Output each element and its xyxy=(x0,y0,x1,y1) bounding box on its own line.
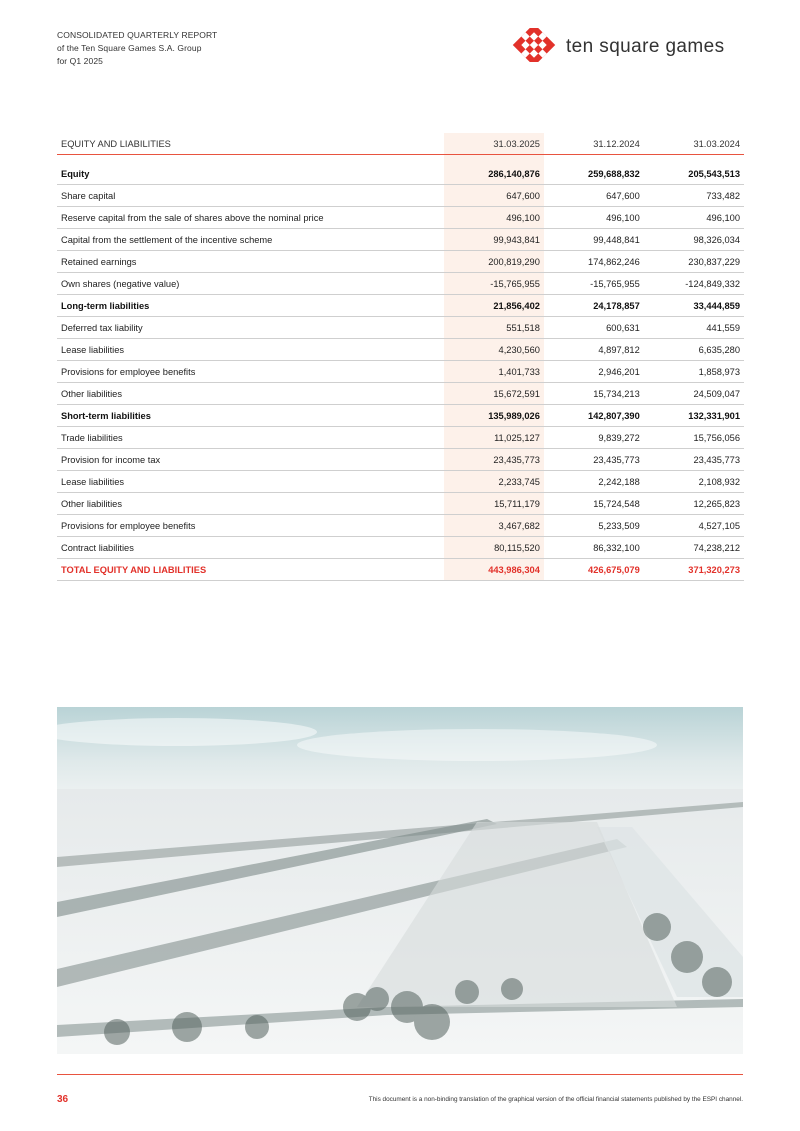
row-label: Long-term liabilities xyxy=(57,295,444,317)
table-row xyxy=(57,471,744,493)
value-31-03-2025: -15,765,955 xyxy=(444,273,544,295)
value-31-12-2024: 142,807,390 xyxy=(544,405,644,427)
value-31-03-2024: 733,482 xyxy=(644,185,744,207)
table-row xyxy=(57,449,744,471)
table-row xyxy=(57,251,744,273)
value-31-03-2025: 200,819,290 xyxy=(444,251,544,273)
row-label: Deferred tax liability xyxy=(57,317,444,339)
table-row xyxy=(57,559,744,581)
value-31-12-2024: -15,765,955 xyxy=(544,273,644,295)
value-31-03-2024: 371,320,273 xyxy=(644,559,744,581)
value-31-03-2024: 33,444,859 xyxy=(644,295,744,317)
value-31-03-2025: 3,467,682 xyxy=(444,515,544,537)
value-31-03-2024: 205,543,513 xyxy=(644,163,744,185)
value-31-03-2025: 496,100 xyxy=(444,207,544,229)
row-label: Equity xyxy=(57,163,444,185)
row-label: TOTAL EQUITY AND LIABILITIES xyxy=(57,559,444,581)
table-row xyxy=(57,427,744,449)
value-31-03-2024: 24,509,047 xyxy=(644,383,744,405)
value-31-03-2024: 230,837,229 xyxy=(644,251,744,273)
value-31-12-2024: 496,100 xyxy=(544,207,644,229)
table-body xyxy=(57,155,744,581)
table-row xyxy=(57,163,744,185)
column-header-date: 31.03.2025 xyxy=(444,133,544,155)
table-header-row xyxy=(57,133,744,155)
page-number: 36 xyxy=(57,1094,69,1105)
row-label: Retained earnings xyxy=(57,251,444,273)
value-31-12-2024: 600,631 xyxy=(544,317,644,339)
value-31-12-2024: 15,724,548 xyxy=(544,493,644,515)
row-label: Provision for income tax xyxy=(57,449,444,471)
value-31-03-2024: 4,527,105 xyxy=(644,515,744,537)
value-31-12-2024: 86,332,100 xyxy=(544,537,644,559)
company-logo xyxy=(510,28,750,62)
value-31-03-2024: 1,858,973 xyxy=(644,361,744,383)
report-period: for Q1 2025 xyxy=(57,56,103,66)
table-spacer-row xyxy=(57,155,744,164)
row-label: Short-term liabilities xyxy=(57,405,444,427)
value-31-03-2025: 647,600 xyxy=(444,185,544,207)
value-31-03-2025: 11,025,127 xyxy=(444,427,544,449)
footer-disclaimer: This document is a non-binding translation of the graphical version of the official financial statements published by the ESPI channel. xyxy=(368,1096,743,1103)
snowy-fields-photo xyxy=(57,707,743,1054)
row-label: Share capital xyxy=(57,185,444,207)
value-31-12-2024: 24,178,857 xyxy=(544,295,644,317)
value-31-12-2024: 23,435,773 xyxy=(544,449,644,471)
value-31-03-2025: 80,115,520 xyxy=(444,537,544,559)
value-31-03-2024: -124,849,332 xyxy=(644,273,744,295)
row-label: Other liabilities xyxy=(57,383,444,405)
footer-divider xyxy=(57,1074,743,1075)
row-label: Contract liabilities xyxy=(57,537,444,559)
row-label: Lease liabilities xyxy=(57,471,444,493)
value-31-12-2024: 4,897,812 xyxy=(544,339,644,361)
value-31-12-2024: 2,946,201 xyxy=(544,361,644,383)
report-header xyxy=(57,29,217,68)
table-row xyxy=(57,229,744,251)
value-31-03-2024: 2,108,932 xyxy=(644,471,744,493)
value-31-12-2024: 15,734,213 xyxy=(544,383,644,405)
value-31-03-2025: 23,435,773 xyxy=(444,449,544,471)
row-label: Capital from the settlement of the incentive scheme xyxy=(57,229,444,251)
table-row xyxy=(57,537,744,559)
equity-liabilities-table xyxy=(57,133,744,581)
value-31-03-2024: 441,559 xyxy=(644,317,744,339)
column-header-label: EQUITY AND LIABILITIES xyxy=(57,133,444,155)
value-31-12-2024: 259,688,832 xyxy=(544,163,644,185)
row-label: Other liabilities xyxy=(57,493,444,515)
value-31-03-2025: 135,989,026 xyxy=(444,405,544,427)
report-company: of the Ten Square Games S.A. Group xyxy=(57,43,202,53)
report-title: CONSOLIDATED QUARTERLY REPORT xyxy=(57,30,218,40)
value-31-03-2024: 496,100 xyxy=(644,207,744,229)
table-row xyxy=(57,273,744,295)
value-31-03-2025: 1,401,733 xyxy=(444,361,544,383)
value-31-03-2024: 6,635,280 xyxy=(644,339,744,361)
value-31-12-2024: 9,839,272 xyxy=(544,427,644,449)
table-row xyxy=(57,383,744,405)
value-31-03-2025: 4,230,560 xyxy=(444,339,544,361)
column-header-date: 31.12.2024 xyxy=(544,133,644,155)
row-label: Provisions for employee benefits xyxy=(57,361,444,383)
table-row xyxy=(57,339,744,361)
value-31-03-2025: 15,672,591 xyxy=(444,383,544,405)
row-label: Lease liabilities xyxy=(57,339,444,361)
value-31-03-2025: 15,711,179 xyxy=(444,493,544,515)
value-31-12-2024: 647,600 xyxy=(544,185,644,207)
value-31-03-2025: 286,140,876 xyxy=(444,163,544,185)
table-row xyxy=(57,515,744,537)
value-31-03-2024: 23,435,773 xyxy=(644,449,744,471)
table-row xyxy=(57,185,744,207)
value-31-03-2024: 12,265,823 xyxy=(644,493,744,515)
column-header-date: 31.03.2024 xyxy=(644,133,744,155)
value-31-12-2024: 2,242,188 xyxy=(544,471,644,493)
value-31-12-2024: 174,862,246 xyxy=(544,251,644,273)
table-row xyxy=(57,493,744,515)
row-label: Own shares (negative value) xyxy=(57,273,444,295)
value-31-03-2024: 132,331,901 xyxy=(644,405,744,427)
value-31-12-2024: 5,233,509 xyxy=(544,515,644,537)
row-label: Provisions for employee benefits xyxy=(57,515,444,537)
table-row xyxy=(57,207,744,229)
value-31-03-2024: 15,756,056 xyxy=(644,427,744,449)
row-label: Trade liabilities xyxy=(57,427,444,449)
table-row xyxy=(57,317,744,339)
logo-diamond-icon xyxy=(510,28,558,62)
table-row xyxy=(57,361,744,383)
value-31-03-2024: 98,326,034 xyxy=(644,229,744,251)
row-label: Reserve capital from the sale of shares above the nominal price xyxy=(57,207,444,229)
table-row xyxy=(57,295,744,317)
table-row xyxy=(57,405,744,427)
value-31-03-2025: 21,856,402 xyxy=(444,295,544,317)
value-31-03-2024: 74,238,212 xyxy=(644,537,744,559)
value-31-03-2025: 551,518 xyxy=(444,317,544,339)
logo-wordmark: ten square games xyxy=(566,36,725,57)
value-31-03-2025: 443,986,304 xyxy=(444,559,544,581)
value-31-12-2024: 426,675,079 xyxy=(544,559,644,581)
value-31-03-2025: 2,233,745 xyxy=(444,471,544,493)
value-31-12-2024: 99,448,841 xyxy=(544,229,644,251)
value-31-03-2025: 99,943,841 xyxy=(444,229,544,251)
